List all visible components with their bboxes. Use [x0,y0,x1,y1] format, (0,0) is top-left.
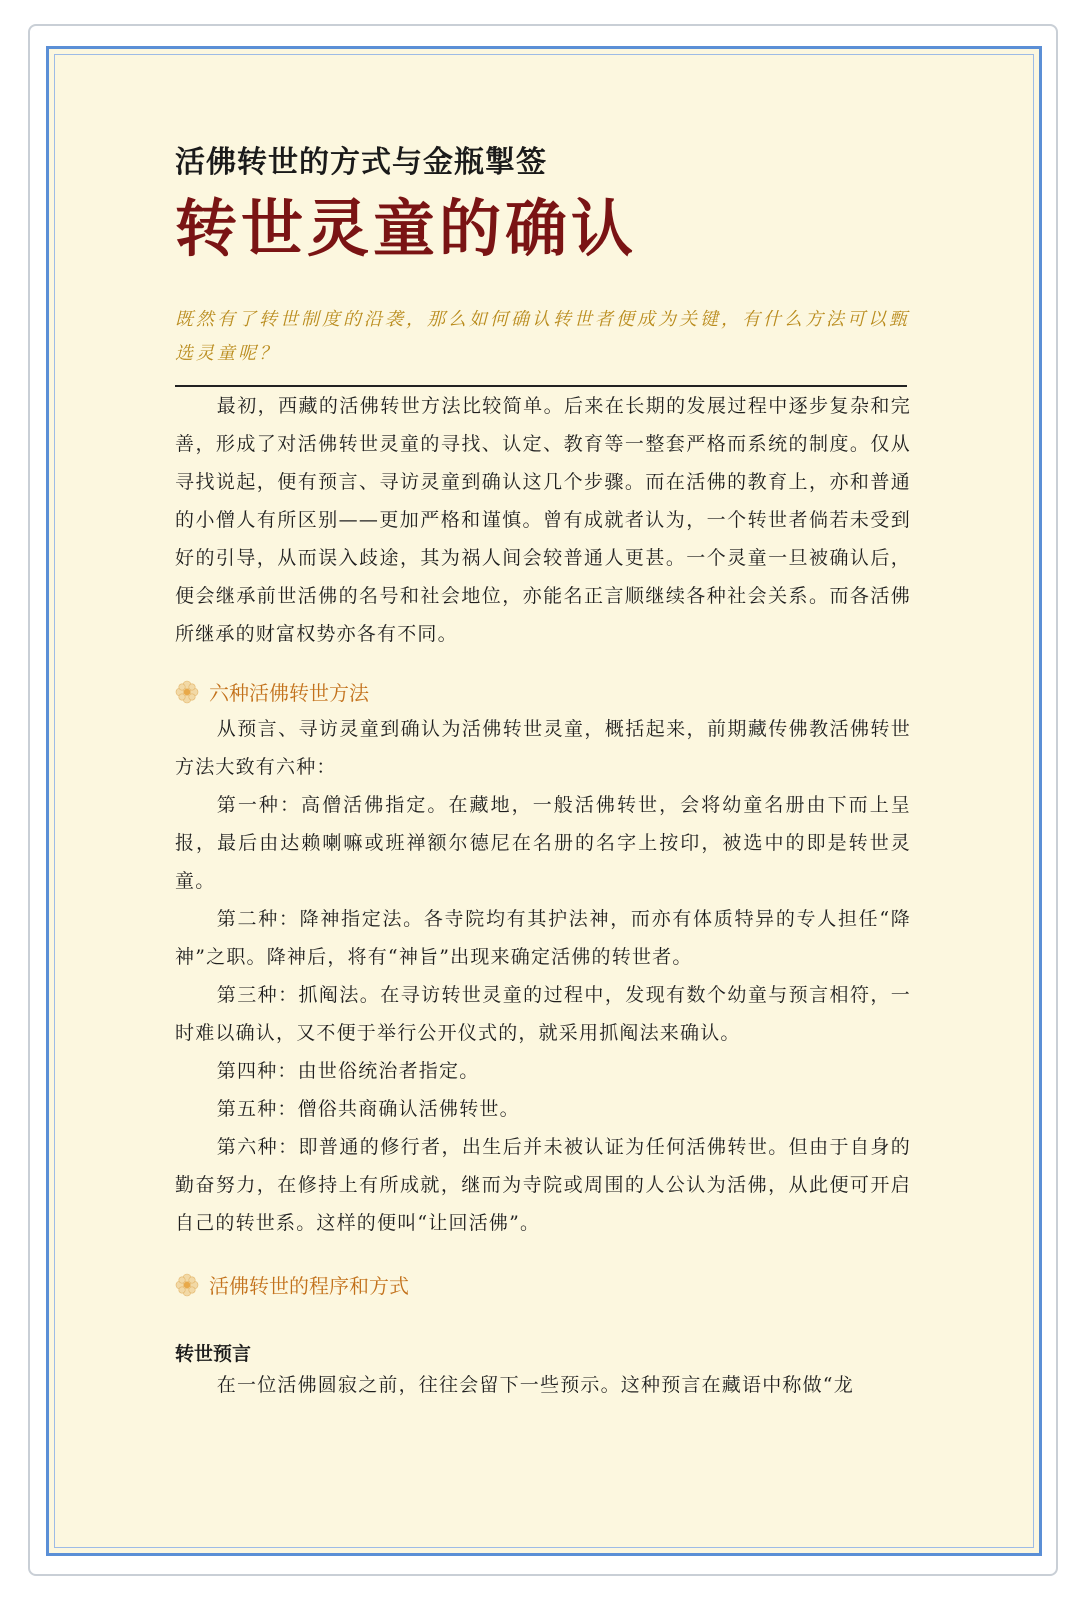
body-paragraph: 最初，西藏的活佛转世方法比较简单。后来在长期的发展过程中逐步复杂和完善，形成了对活佛转世灵童的寻找、认定、教育等一整套严格而系统的制度。仅从寻找说起，便有预言、寻访灵童到确认这几个步骤。而在活佛的教育上，亦和普通的小僧人有所区别——更加严格和谨慎。曾有成就者认为，一个转世者倘若未受到好的引导，从而误入歧途，其为祸人间会较普通人更甚。一个灵童一旦被确认后，便会继承前世活佛的名号和社会地位，亦能名正言顺继续各种社会关系。而各活佛所继承的财富权势亦各有不同。 [175,395,911,645]
method-item: 第一种：高僧活佛指定。在藏地，一般活佛转世，会将幼童名册由下而上呈报，最后由达赖喇嘛或班禅额尔德尼在名册的名字上按印，被选中的即是转世灵童。 [175,794,911,892]
method-item: 第四种：由世俗统治者指定。 [216,1060,480,1082]
section-heading-procedure [175,1270,911,1299]
page-content [175,137,911,1404]
section-heading-label: 活佛转世的程序和方式 [209,1274,409,1298]
chapter-title: 转世灵童的确认 [175,192,638,265]
flower-ornament-icon [175,1273,199,1297]
intro-text: 既然有了转世制度的沿袭，那么如何确认转世者便成为关键，有什么方法可以甄选灵童呢？ [175,309,910,364]
section-heading-six-methods [175,677,911,706]
method-item: 第五种：僧俗共商确认活佛转世。 [216,1098,520,1120]
body-paragraph: 在一位活佛圆寂之前，往往会留下一些预示。这种预言在藏语中称做“龙 [216,1374,854,1396]
subsection-heading: 转世预言 [175,1343,252,1365]
method-item: 第二种：降神指定法。各寺院均有其护法神，而亦有体质特异的专人担任“降神”之职。降神后，将有“神旨”出现来确定活佛的转世者。 [175,908,911,968]
flower-ornament-icon [175,680,199,704]
book-page [46,46,1042,1556]
method-item: 第三种：抓阄法。在寻访转世灵童的过程中，发现有数个幼童与预言相符，一时难以确认，又不便于举行公开仪式的，就采用抓阄法来确认。 [175,984,911,1044]
section-lead: 从预言、寻访灵童到确认为活佛转世灵童，概括起来，前期藏传佛教活佛转世方法大致有六种： [175,718,911,778]
section-heading-label: 六种活佛转世方法 [209,681,369,705]
method-item: 第六种：即普通的修行者，出生后并未被认证为任何活佛转世。但由于自身的勤奋努力，在修持上有所成就，继而为寺院或周围的人公认为活佛，从此便可开启自己的转世系。这样的便叫“让回活佛”。 [175,1136,911,1234]
chapter-subtitle: 活佛转世的方式与金瓶掣签 [175,145,547,180]
